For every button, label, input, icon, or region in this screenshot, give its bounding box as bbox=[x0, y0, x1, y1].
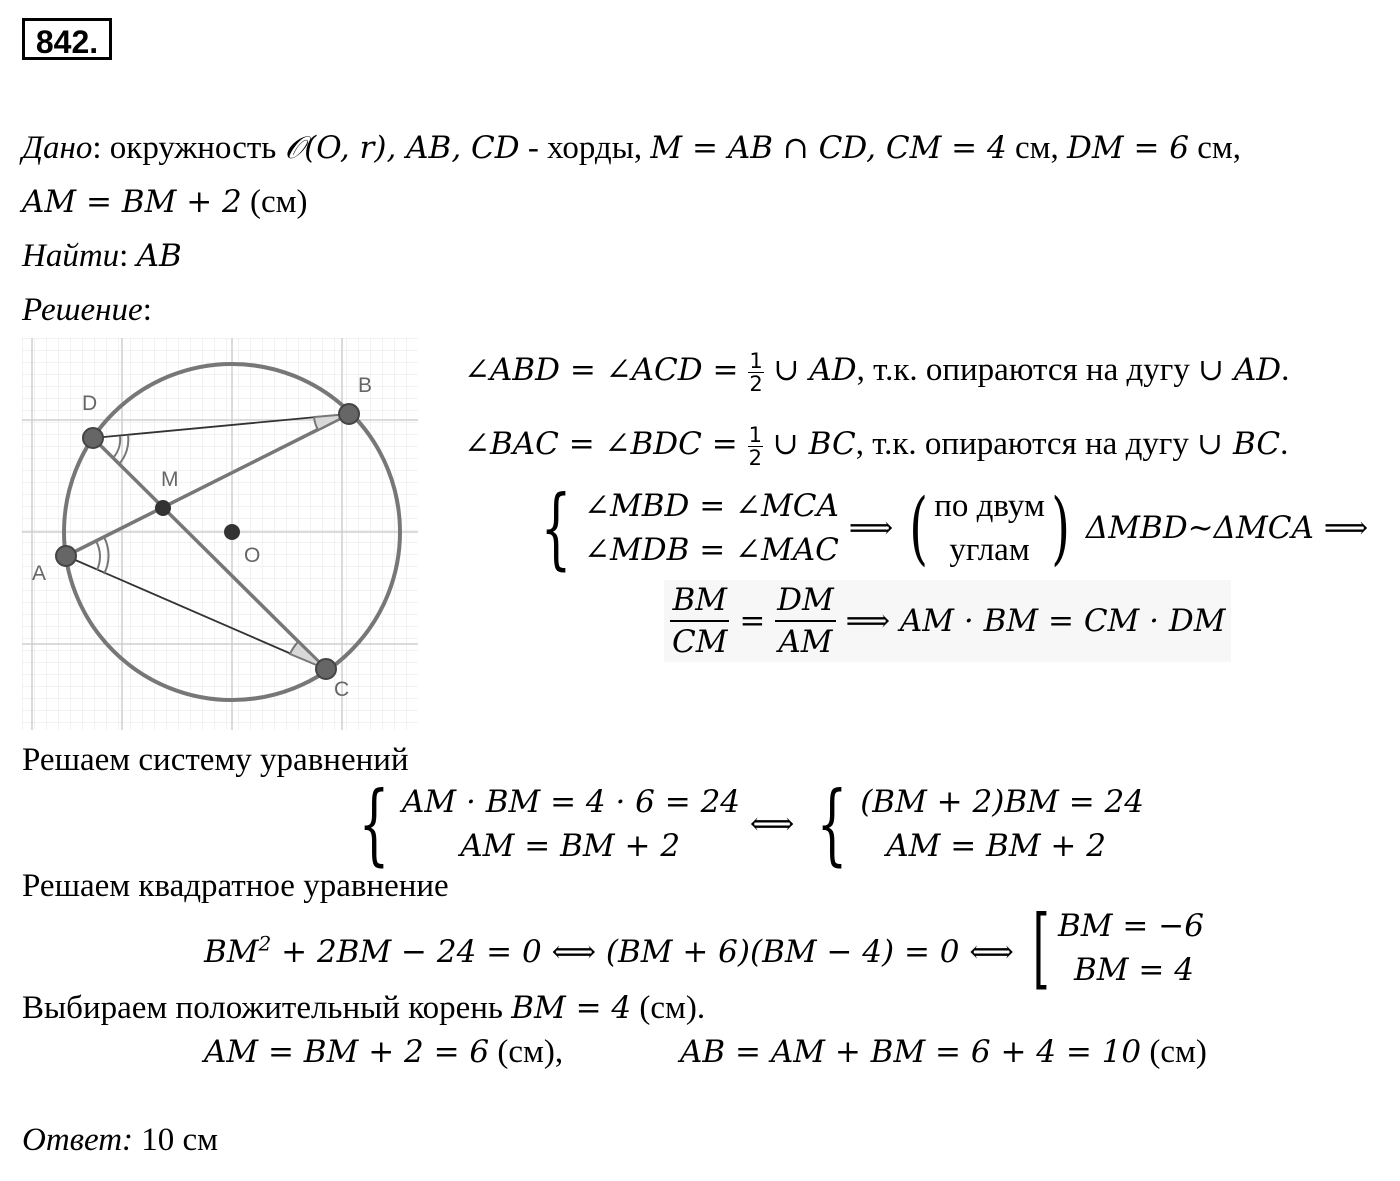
fraction-half: $\frac{1}{2}$ bbox=[748, 423, 762, 470]
label-m: M bbox=[161, 468, 179, 491]
label-b: B bbox=[358, 374, 373, 397]
final-ab: AB = AM + BM = 6 + 4 = 10 (см) bbox=[680, 1034, 1207, 1070]
geometry-figure bbox=[22, 338, 422, 730]
given-line-2: AM = BM + 2 (см) bbox=[22, 184, 308, 220]
system-left: AM · BM = 4 · 6 = 24 AM = BM + 2 bbox=[402, 784, 741, 864]
fraction-half: $\frac{1}{2}$ bbox=[749, 349, 763, 396]
roots: BM = −6 BM = 4 bbox=[1058, 908, 1204, 988]
given-label: Дано bbox=[22, 130, 93, 166]
given-line-1: Дано: окружность 𝒪(O, r), AB, CD - хорды, M = AB ∩ CD, CM = 4 см, DM = 6 см, bbox=[22, 130, 1242, 166]
choose-root: Выбираем положительный корень BM = 4 (см). bbox=[22, 990, 706, 1026]
step-angles-bc: ∠BAC = ∠BDC = $\frac{1}{2}$ ∪ BC, т.к. опираются на дугу ∪ BC. bbox=[464, 423, 1289, 470]
point-b bbox=[339, 404, 359, 424]
quadratic-intro: Решаем квадратное уравнение bbox=[22, 868, 449, 904]
ratio-bm-cm: $\frac{BM}{CM}$ bbox=[672, 582, 728, 660]
point-o bbox=[224, 524, 240, 540]
step-ratio: $\frac{BM}{CM}$ = $\frac{DM}{AM}$ ⟹ AM · BM = CM · DM bbox=[664, 580, 1231, 662]
answer bbox=[22, 1120, 218, 1160]
answer-value: 10 см bbox=[133, 1122, 219, 1158]
step-angles-ad: ∠ABD = ∠ACD = $\frac{1}{2}$ ∪ AD, т.к. опираются на дугу ∪ AD. bbox=[464, 349, 1290, 396]
point-m bbox=[155, 500, 171, 516]
system-right: (BM + 2)BM = 24 AM = BM + 2 bbox=[860, 784, 1144, 864]
ratio-dm-am: $\frac{DM}{AM}$ bbox=[777, 582, 834, 660]
find-line: Найти: AB bbox=[22, 238, 182, 274]
label-a: A bbox=[32, 562, 47, 585]
answer-label: Ответ: bbox=[22, 1122, 134, 1158]
label-c: C bbox=[334, 678, 350, 701]
step-similarity: { ∠MBD = ∠MCA ∠MDB = ∠MAC ⟹ ( по двум углам ) ΔMBD~ΔMCA ⟹ bbox=[540, 476, 1369, 579]
point-c bbox=[316, 659, 336, 679]
final-am: AM = BM + 2 = 6 (см), bbox=[204, 1034, 564, 1070]
solution-label: Решение: bbox=[22, 292, 152, 328]
point-d bbox=[83, 428, 103, 448]
point-a bbox=[56, 546, 76, 566]
quadratic-equation: $BM^2 + 2BM - 24 = 0$ ⟺ (BM + 6)(BM − 4) = 0 ⟺ [ BM = −6 BM = 4 bbox=[204, 896, 1204, 999]
angle-system: ∠MBD = ∠MCA ∠MDB = ∠MAC bbox=[584, 488, 839, 568]
reason-block: по двум углам bbox=[934, 488, 1045, 568]
find-label: Найти bbox=[22, 238, 120, 274]
problem-number: 842. bbox=[22, 18, 112, 60]
system-intro: Решаем систему уравнений bbox=[22, 742, 409, 778]
label-d: D bbox=[82, 392, 98, 415]
label-o: O bbox=[244, 544, 261, 567]
system-equations: { AM · BM = 4 · 6 = 24 AM = BM + 2 ⟺ { (BM + 2)BM = 24 AM = BM + 2 bbox=[358, 772, 1144, 875]
left-brace: { bbox=[540, 476, 572, 579]
